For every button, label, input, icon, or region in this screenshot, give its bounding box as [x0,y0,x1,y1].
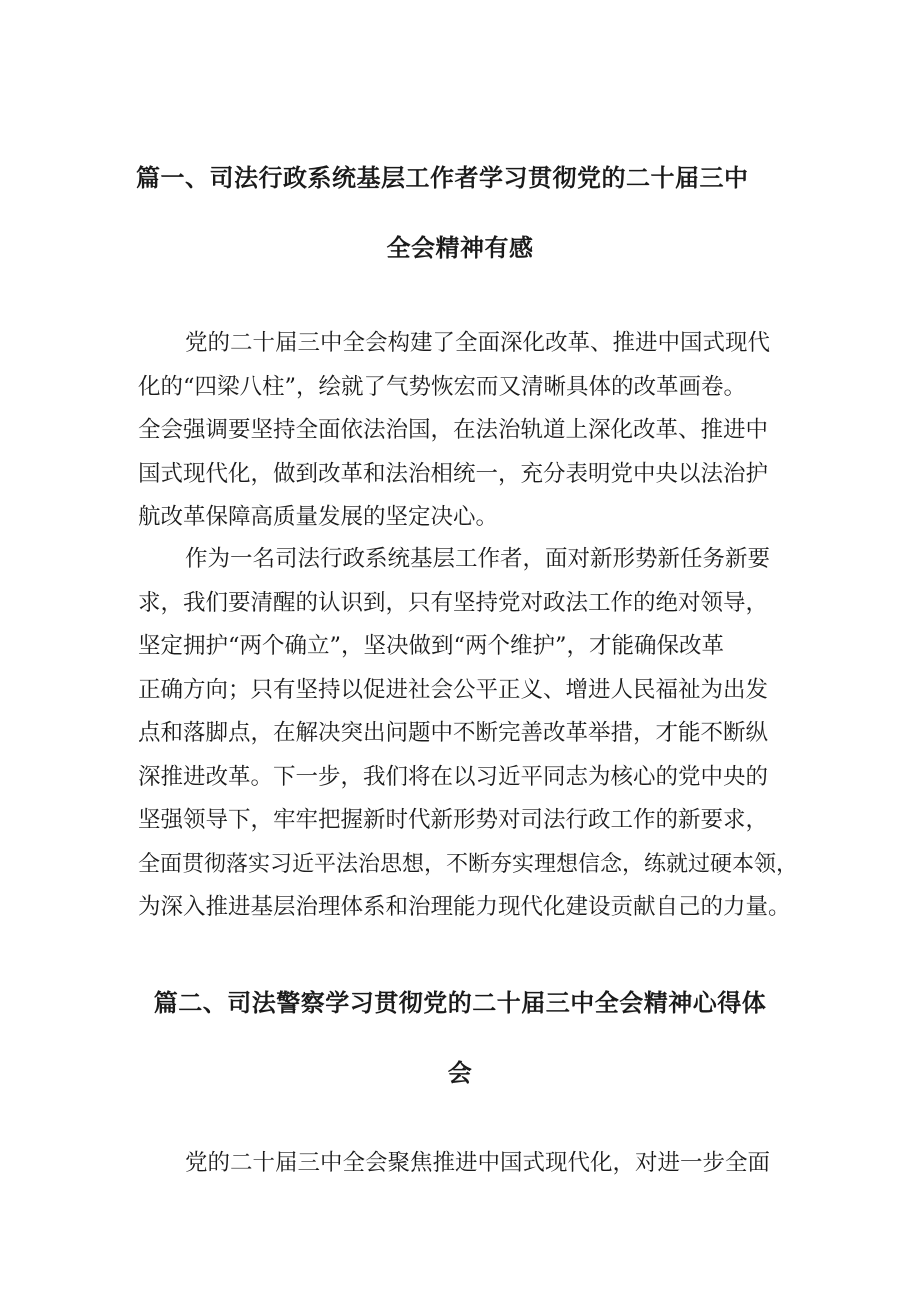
section-2-title-line-2: 会 [447,1059,473,1087]
paragraph-line: 深推进改革。下一步，我们将在以习近平同志为核心的党中央的 [138,763,769,790]
paragraph-line: 正确方向；只有坚持以促进社会公平正义、增进人民福祉为出发 [138,676,769,703]
paragraph-line: 求，我们要清醒的认识到，只有坚持党对政法工作的绝对领导， [138,589,769,616]
section-1-title-line-2: 全会精神有感 [386,234,534,262]
paragraph-line: 全面贯彻落实习近平法治思想，不断夯实理想信念，练就过硬本领， [138,851,799,877]
section-2-title [130,968,790,1108]
paragraph-line: 全会强调要坚持全面依法治国，在法治轨道上深化改革、推进中 [138,417,769,443]
paragraph-line: 坚定拥护“两个确立”，坚决做到“两个维护”，才能确保改革 [138,633,725,659]
paragraph-line: 航改革保障高质量发展的坚定决心。 [138,504,499,530]
section-1-title [130,143,790,283]
section-2-title-line-1: 篇二、司法警察学习贯彻党的二十届三中全会精神心得体 [153,989,767,1017]
section-1-paragraph-1 [138,322,798,540]
paragraph-line: 为深入推进基层治理体系和治理能力现代化建设贡献自己的力量。 [138,894,791,920]
paragraph-line: 党的二十届三中全会聚焦推进中国式现代化，对进一步全面 [185,1150,771,1176]
paragraph-line: 党的二十届三中全会构建了全面深化改革、推进中国式现代 [185,330,771,356]
section-2-paragraph-1 [138,1142,798,1186]
section-1-title-line-1: 篇一、司法行政系统基层工作者学习贯彻党的二十届三中 [136,164,749,192]
paragraph-line: 化的“四梁八柱”，绘就了气势恢宏而又清晰具体的改革画卷。 [138,373,747,400]
paragraph-line: 点和落脚点，在解决突出问题中不断完善改革举措，才能不断纵 [138,720,769,746]
section-1-paragraph-2 [138,538,798,930]
paragraph-line: 坚强领导下，牢牢把握新时代新形势对司法行政工作的新要求， [138,807,769,833]
paragraph-line: 国式现代化，做到改革和法治相统一，充分表明党中央以法治护 [138,460,769,487]
paragraph-line: 作为一名司法行政系统基层工作者，面对新形势新任务新要 [185,546,771,572]
